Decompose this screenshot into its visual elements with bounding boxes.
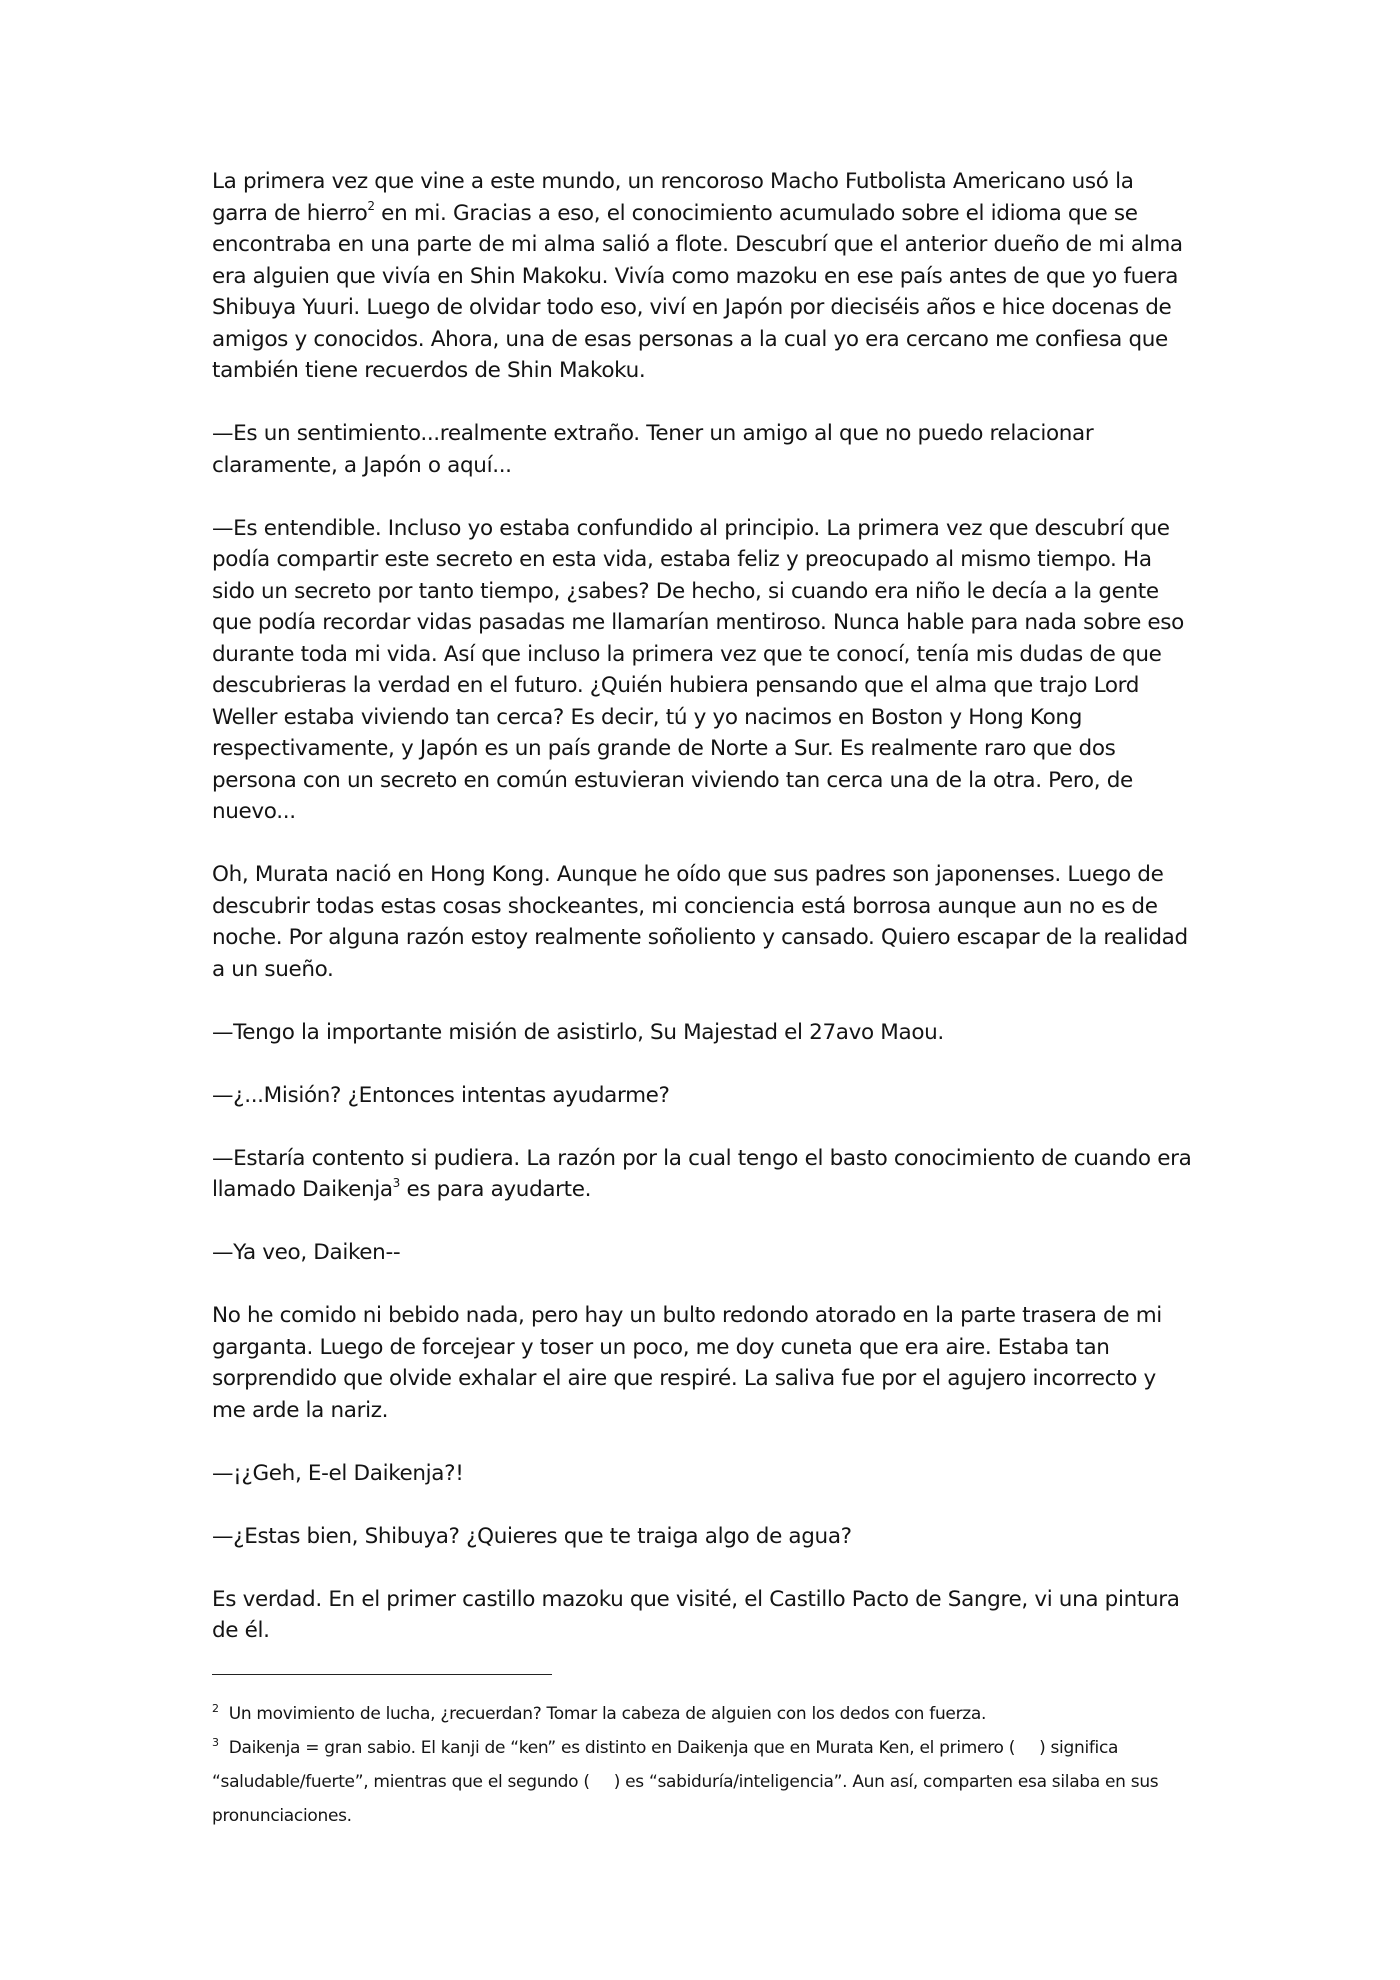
paragraph-1: La primera vez que vine a este mundo, un rencoroso Macho Futbolista Americano usó la garra de hierro$^2$ en mi. Gracias a eso, el conocimiento acumulado sobre el idioma que se encontraba en una parte de mi alma salió a flote. Descubrí que el anterior dueño de mi alma era alguien que vivía en Shin Makoku. Vivía como mazoku en ese país antes de que yo fuera Shibuya Yuuri. Luego de olvidar todo eso, viví en Japón por dieciséis años e hice docenas de amigos y conocidos. Ahora, una de esas personas a la cual yo era cercano me confiesa que también tiene recuerdos de Shin Makoku. [212,169,1183,383]
paragraph-3: —Es entendible. Incluso yo estaba confundido al principio. La primera vez que descubrí que podía compartir este secreto en esta vida, estaba feliz y preocupado al mismo tiempo. Ha sido un secreto por tanto tiempo, ¿sabes? De hecho, si cuando era niño le decía a la gente que podía recordar vidas pasadas me llamarían mentiroso. Nunca hable para nada sobre eso durante toda mi vida. Así que incluso la primera vez que te conocí, tenía mis dudas de que descubrieras la verdad en el futuro. ¿Quién hubiera pensando que el alma que trajo Lord Weller estaba viviendo tan cerca? Es decir, tú y yo nacimos en Boston y Hong Kong respectivamente, y Japón es un país grande de Norte a Sur. Es realmente raro que dos persona con un secreto en común estuvieran viviendo tan cerca una de la otra. Pero, de nuevo... [212,515,1184,824]
footnote-2: $^2$ Un movimiento de lucha, ¿recuerdan? Tomar la cabeza de alguien con los dedos con fuerza. [212,1702,987,1724]
footnote-number: 2 [212,1702,219,1716]
footnote-ref-2[interactable]: 2 [367,199,375,214]
paragraph-11: —¿Estas bien, Shibuya? ¿Quieres que te traiga algo de agua? [212,1523,852,1549]
footnote-ref-3[interactable]: 3 [392,1175,400,1190]
footnote-divider [212,1674,552,1675]
document-page [212,166,1192,1833]
paragraph-5: —Tengo la importante misión de asistirlo, Su Majestad el 27avo Maou. [212,1019,944,1045]
paragraph-8: —Ya veo, Daiken-- [212,1240,401,1265]
paragraph-12: Es verdad. En el primer castillo mazoku que visité, el Castillo Pacto de Sangre, vi una pintura de él. [212,1586,1180,1643]
paragraph-6: —¿...Misión? ¿Entonces intentas ayudarme? [212,1082,670,1108]
paragraph-2: —Es un sentimiento...realmente extraño. Tener un amigo al que no puedo relacionar claramente, a Japón o aquí... [212,421,1094,478]
paragraph-4: Oh, Murata nació en Hong Kong. Aunque he oído que sus padres son japonenses. Luego de descubrir todas estas cosas shockeantes, mi conciencia está borrosa aunque aun no es de noche. Por alguna razón estoy realmente soñoliento y cansado. Quiero escapar de la realidad a un sueño. [212,862,1188,982]
paragraph-10: —¡¿Geh, E-el Daikenja?! [212,1460,464,1486]
footnote-3: $^3$ Daikenja = gran sabio. El kanji de “ken” es distinto en Daikenja que en Murata Ken, el primero ( ) significa “saludable/fuerte”, mientras que el segundo ( ) es “sabiduría/inteligencia”. Aun así, comparten esa silaba en sus pronunciaciones. [212,1736,1159,1826]
paragraph-9: No he comido ni bebido nada, pero hay un bulto redondo atorado en la parte trasera de mi garganta. Luego de forcejear y toser un poco, me doy cuneta que era aire. Estaba tan sorprendido que olvide exhalar el aire que respiré. La saliva fue por el agujero incorrecto y me arde la nariz. [212,1303,1162,1423]
paragraph-7: —Estaría contento si pudiera. La razón por la cual tengo el basto conocimiento de cuando era llamado Daikenja$^3$ es para ayudarte. [212,1145,1192,1202]
footnote-number: 3 [212,1736,219,1750]
